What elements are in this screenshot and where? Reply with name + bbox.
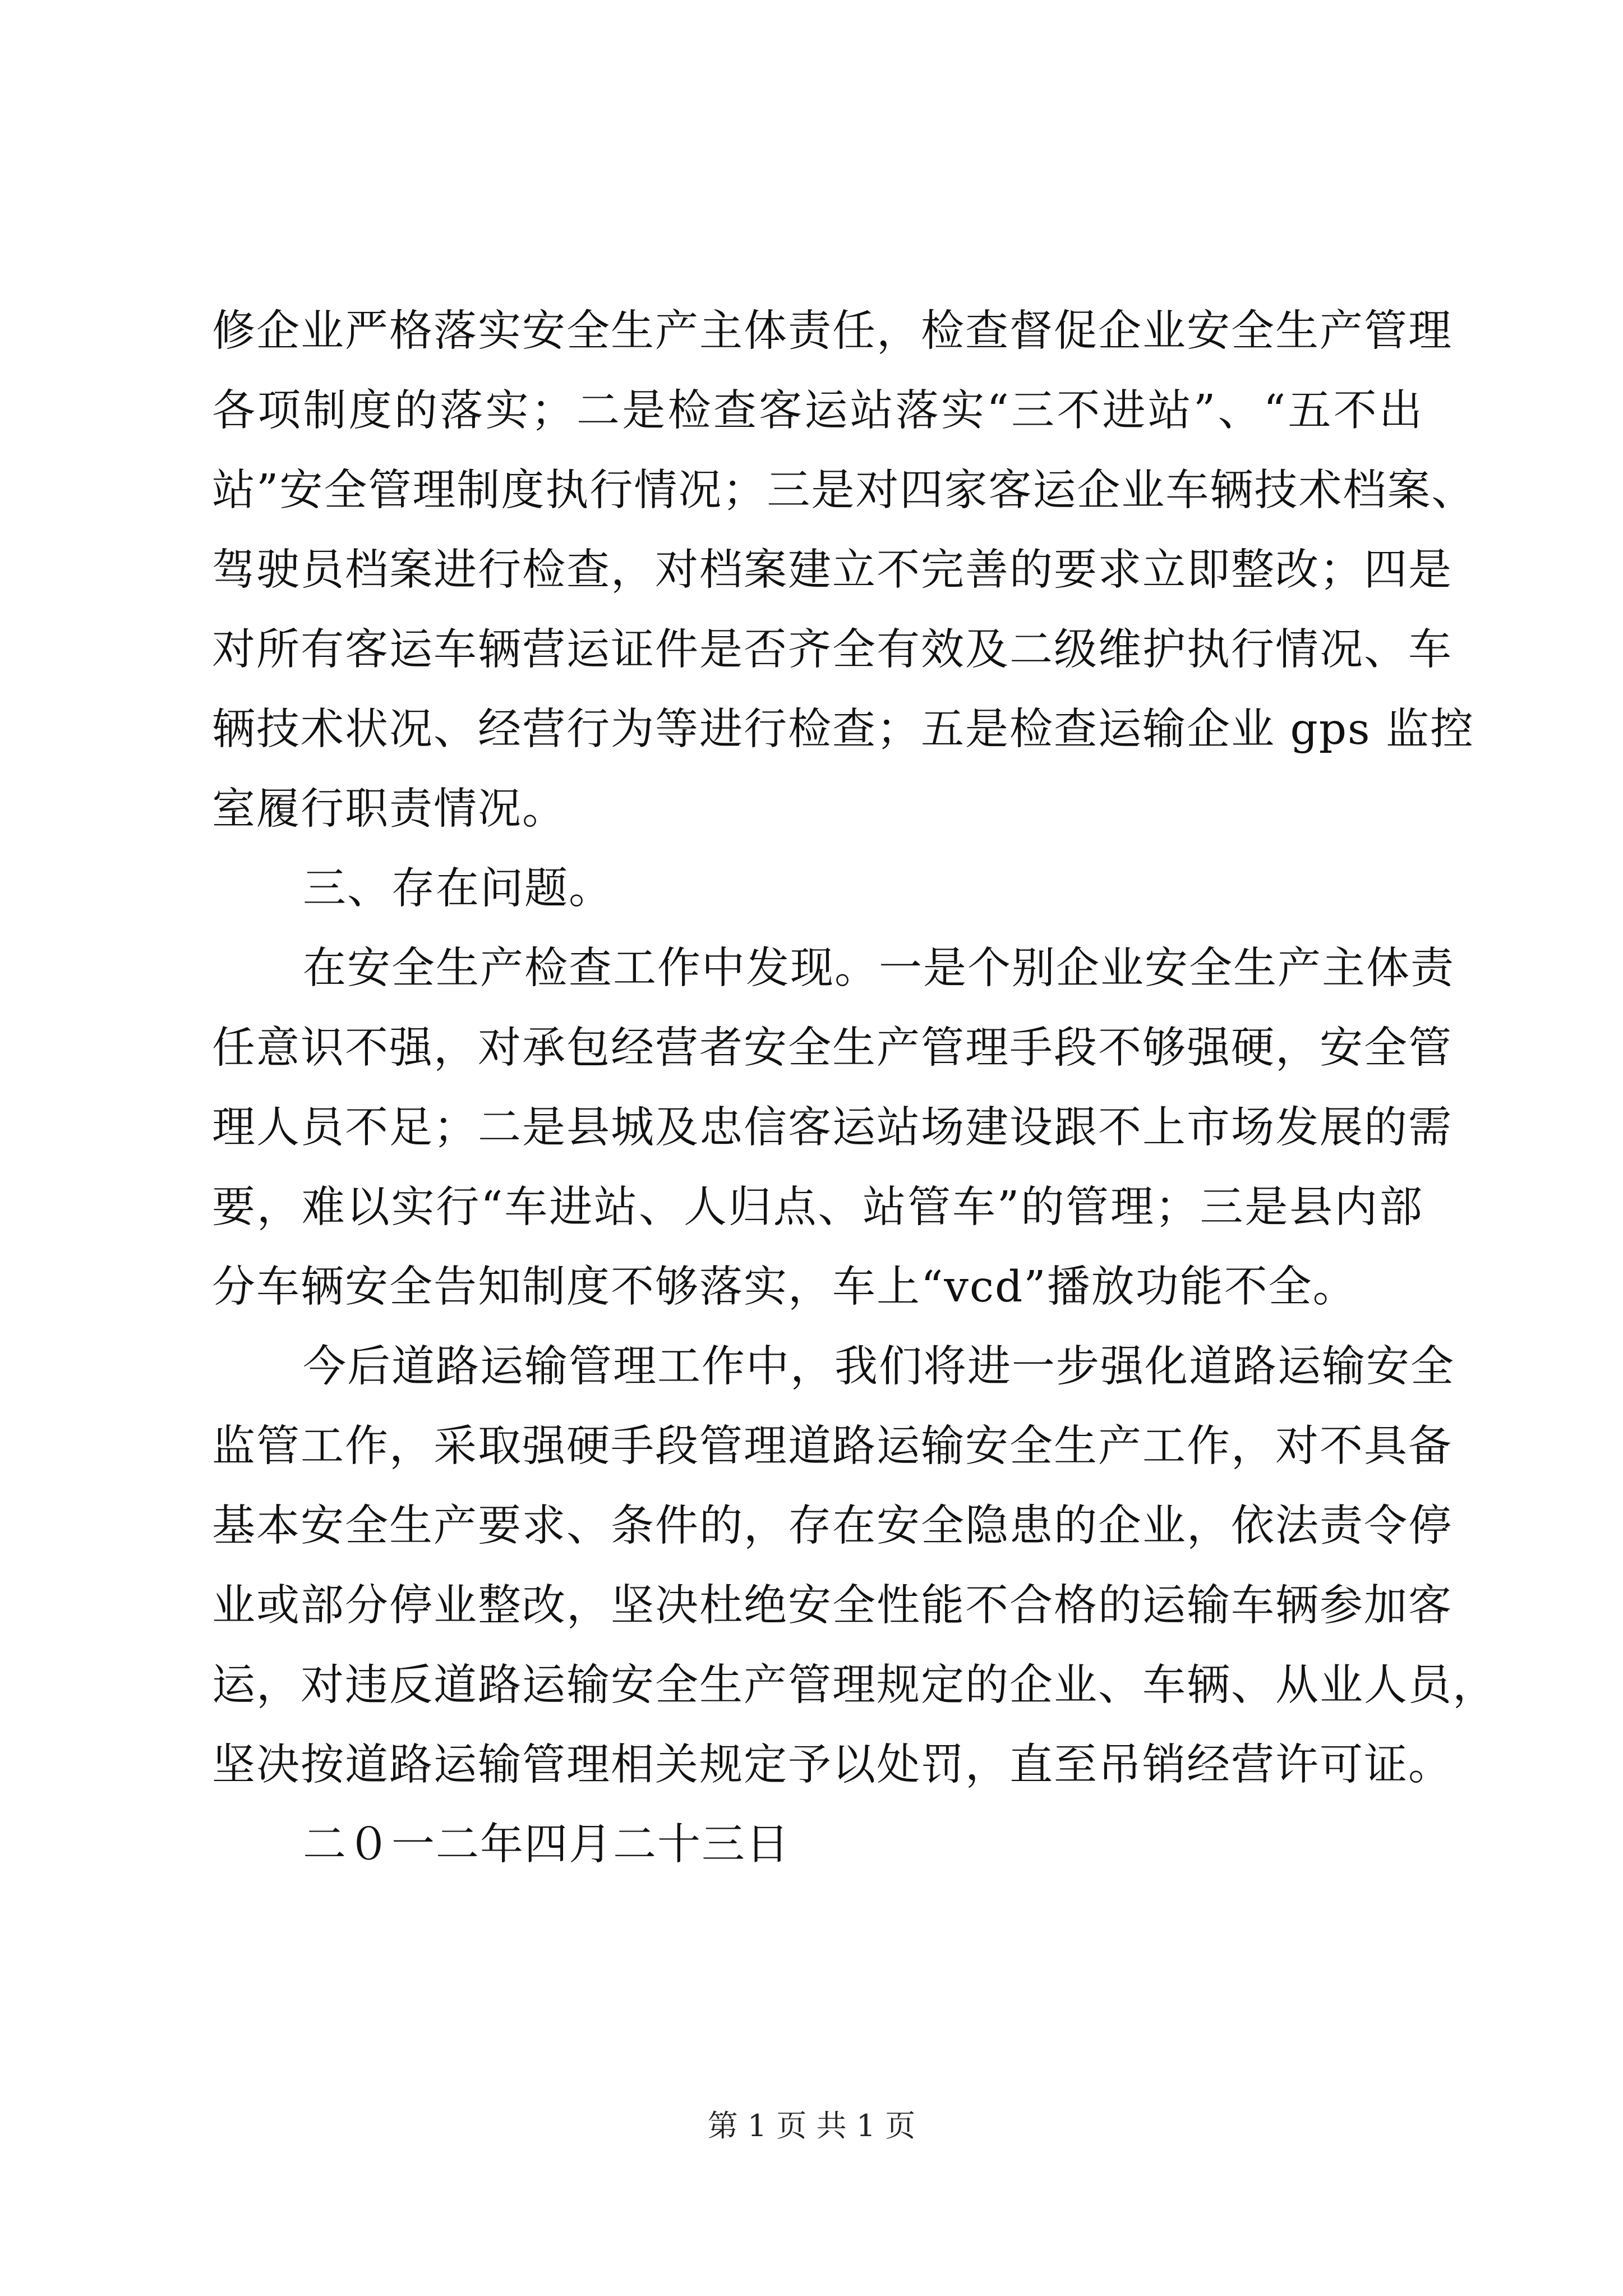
paragraph-line: 驾驶员档案进行检查，对档案建立不完善的要求立即整改；四是 [212, 545, 1453, 595]
paragraph-line: 业或部分停业整改，坚决杜绝安全性能不合格的运输车辆参加客 [212, 1581, 1453, 1631]
document-date: 二０一二年四月二十三日 [303, 1820, 790, 1870]
document-body [212, 292, 1497, 1885]
paragraph-line: 分车辆安全告知制度不够落实，车上“vcd”播放功能不全。 [212, 1262, 1357, 1312]
paragraph-line: 站”安全管理制度执行情况；三是对四家客运企业车辆技术档案、 [212, 466, 1476, 516]
section-heading: 三、存在问题。 [303, 864, 613, 914]
paragraph-line: 要，难以实行“车进站、人归点、站管车”的管理；三是县内部 [212, 1182, 1423, 1232]
paragraph-line: 坚决按道路运输管理相关规定予以处罚，直至吊销经营许可证。 [212, 1740, 1453, 1790]
page-number-label: 第 1 页 共 1 页 [707, 2108, 916, 2143]
paragraph-line: 监管工作，采取强硬手段管理道路运输安全生产工作，对不具备 [212, 1421, 1453, 1471]
page-footer [0, 2106, 1623, 2146]
paragraph-line: 辆技术状况、经营行为等进行检查；五是检查运输企业 gps 监控 [212, 705, 1475, 754]
paragraph-line: 任意识不强，对承包经营者安全生产管理手段不够强硬，安全管 [212, 1023, 1453, 1073]
paragraph-line: 对所有客运车辆营运证件是否齐全有效及二级维护执行情况、车 [212, 625, 1453, 675]
paragraph-line: 运，对违反道路运输安全生产管理规定的企业、车辆、从业人员， [212, 1660, 1497, 1710]
paragraph-line: 室履行职责情况。 [212, 784, 566, 834]
paragraph-line: 今后道路运输管理工作中，我们将进一步强化道路运输安全 [303, 1342, 1455, 1392]
paragraph-line: 各项制度的落实；二是检查客运站落实“三不进站”、“五不出 [212, 386, 1423, 436]
paragraph-line: 基本安全生产要求、条件的，存在安全隐患的企业，依法责令停 [212, 1501, 1453, 1551]
paragraph-line: 理人员不足；二是县城及忠信客运站场建设跟不上市场发展的需 [212, 1103, 1453, 1153]
paragraph-line: 修企业严格落实安全生产主体责任，检查督促企业安全生产管理 [212, 306, 1453, 356]
paragraph-line: 在安全生产检查工作中发现。一是个别企业安全生产主体责 [303, 944, 1455, 993]
